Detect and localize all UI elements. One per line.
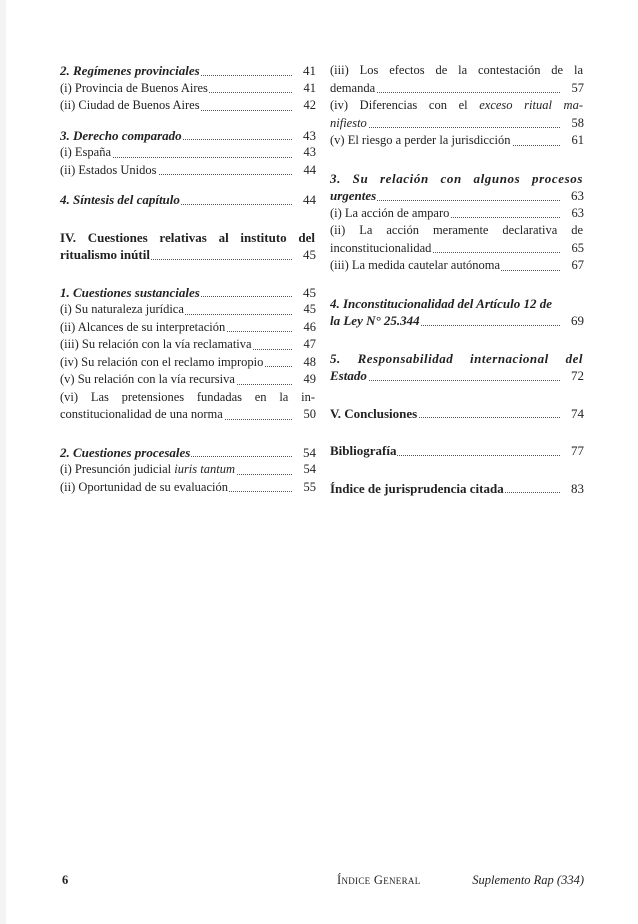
- toc-entry-title: IV. Cuestiones relativas al instituto del: [60, 229, 315, 245]
- toc-entry-title: 3. Su relación con algunos procesos: [330, 170, 583, 186]
- toc-entry-text: (v) Su relación con la vía recursiva: [60, 372, 235, 386]
- toc-entry-text: constitucionalidad de una norma: [60, 407, 223, 421]
- toc-entry-reclamo-impropio[interactable]: [60, 354, 316, 372]
- toc-entry-text: (iv) Su relación con el reclamo impropio: [60, 354, 264, 369]
- toc-page-number: 44: [303, 192, 316, 207]
- toc-entry-title: la Ley N° 25.344: [330, 313, 420, 328]
- toc-entry-efectos-contestacion-line1[interactable]: [330, 62, 584, 80]
- toc-page-number: 54: [303, 444, 316, 460]
- toc-left-column: [60, 62, 316, 496]
- toc-page-number: 42: [302, 97, 317, 115]
- page-footer: [62, 873, 584, 891]
- toc-entry-bibliografia[interactable]: [330, 442, 584, 460]
- footer-publication: Suplemento Rap (334): [472, 873, 584, 887]
- toc-entry-responsabilidad-line2[interactable]: [330, 367, 584, 385]
- toc-entry-title: V. Conclusiones: [330, 405, 418, 421]
- toc-entry-estados-unidos[interactable]: [60, 162, 316, 180]
- toc-page-number: 63: [571, 188, 584, 203]
- toc-entry-text: (i) Provincia de Buenos Aires: [60, 80, 208, 95]
- toc-entry-derecho-comparado[interactable]: [60, 127, 316, 145]
- toc-entry-procesos-urgentes-line1[interactable]: [330, 170, 584, 188]
- toc-entry-provincia-buenos-aires[interactable]: [60, 80, 316, 98]
- toc-entry-title: 5. Responsabilidad internacional del: [330, 350, 583, 366]
- toc-page-number: 46: [302, 319, 317, 337]
- toc-entry-text: (iii) Su relación con la vía reclamativa: [60, 337, 252, 351]
- toc-entry-text: [60, 462, 236, 476]
- toc-entry-cuestiones-ritualismo-line1[interactable]: [60, 229, 316, 247]
- toc-entry-text: inconstitucionalidad: [330, 240, 432, 255]
- toc-entry-procesos-urgentes-line2[interactable]: [330, 187, 584, 205]
- toc-entry-accion-amparo[interactable]: [330, 205, 584, 223]
- toc-entry-text: (i) Su naturaleza jurídica: [60, 302, 184, 316]
- toc-page-number: 69: [571, 313, 584, 328]
- toc-entry-efectos-contestacion-line2[interactable]: [330, 80, 584, 98]
- toc-page-number: 49: [302, 371, 317, 389]
- toc-page-number: 58: [570, 115, 585, 133]
- toc-entry-presuncion-judicial[interactable]: [60, 461, 316, 479]
- toc-entry-exceso-ritual-line2[interactable]: [330, 115, 584, 133]
- toc-page-number: 67: [570, 257, 585, 275]
- toc-entry-conclusiones[interactable]: [330, 405, 584, 423]
- toc-entry-inconstitucionalidad-line2[interactable]: [330, 312, 584, 330]
- toc-entry-pretensiones-line2[interactable]: [60, 406, 316, 424]
- toc-entry-title: 4. Síntesis del capítulo: [60, 192, 180, 207]
- toc-entry-title: urgentes: [330, 188, 377, 203]
- toc-entry-title: ritualismo inútil: [60, 247, 150, 262]
- toc-page-number: 57: [570, 80, 585, 98]
- toc-entry-text: (iii) Los efectos de la contestación de la: [330, 62, 584, 80]
- toc-entry-text: (ii) Estados Unidos: [60, 162, 157, 177]
- toc-entry-text: [330, 97, 584, 115]
- toc-entry-title: 1. Cuestiones sustanciales: [60, 284, 200, 300]
- toc-entry-title: 2. Regímenes provinciales: [60, 63, 200, 78]
- toc-entry-text-italic: iuris tantum: [174, 462, 235, 476]
- toc-entry-medida-cautelar[interactable]: [330, 257, 584, 275]
- toc-page-number: 61: [570, 132, 585, 150]
- toc-page-number: 48: [302, 354, 317, 372]
- toc-page-number: 63: [570, 205, 585, 223]
- toc-entry-text: (ii) Oportunidad de su evaluación: [60, 479, 229, 494]
- toc-page-number: 77: [571, 443, 584, 458]
- toc-page-number: 41: [303, 63, 316, 78]
- page-edge-shadow: [0, 0, 6, 924]
- toc-entry-title: 4. Inconstitucionalidad del Artículo 12 de: [330, 295, 584, 313]
- toc-right-column: [330, 62, 584, 497]
- toc-entry-sintesis-capitulo[interactable]: [60, 191, 316, 209]
- toc-entry-text: (i) La acción de amparo: [330, 205, 450, 220]
- toc-entry-title: Índice de jurisprudencia citada: [330, 480, 504, 496]
- toc-entry-regimenes-provinciales[interactable]: [60, 62, 316, 80]
- toc-page-number: 83: [571, 480, 584, 496]
- toc-page-number: 50: [302, 406, 317, 424]
- toc-entry-cuestiones-ritualismo-line2[interactable]: [60, 246, 316, 264]
- toc-entry-via-recursiva[interactable]: [60, 371, 316, 389]
- toc-entry-title: Bibliografía: [330, 443, 397, 458]
- toc-entry-exceso-ritual-line1[interactable]: [330, 97, 584, 115]
- toc-entry-alcances-interpretacion[interactable]: [60, 319, 316, 337]
- toc-page-number: 43: [303, 127, 316, 143]
- toc-entry-text: (vi) Las pretensiones fundadas en la in-: [60, 389, 316, 407]
- toc-entry-title: 3. Derecho comparado: [60, 127, 182, 143]
- toc-entry-cuestiones-sustanciales[interactable]: [60, 284, 316, 302]
- toc-entry-text-italic: exceso ritual ma-: [479, 98, 583, 112]
- toc-entry-text-part: (i) Presunción judicial: [60, 462, 175, 476]
- toc-entry-pretensiones-line1[interactable]: [60, 389, 316, 407]
- toc-entry-inconstitucionalidad-line1[interactable]: [330, 295, 584, 313]
- toc-entry-text: (iii) La medida cautelar autónoma: [330, 258, 501, 272]
- toc-entry-text: (i) España: [60, 145, 112, 159]
- toc-entry-text-italic: nifiesto: [330, 115, 367, 130]
- toc-page-number: 45: [303, 284, 316, 300]
- toc-entry-text: (ii) Ciudad de Buenos Aires: [60, 98, 200, 112]
- toc-entry-text: (ii) La acción meramente declarativa de: [330, 222, 584, 240]
- toc-page-number: 54: [302, 461, 317, 479]
- footer-section-title: Índice General: [337, 873, 421, 887]
- toc-entry-oportunidad-evaluacion[interactable]: [60, 479, 316, 497]
- toc-page-number: 72: [571, 368, 584, 383]
- toc-entry-title: Estado: [330, 368, 367, 383]
- toc-entry-ciudad-buenos-aires[interactable]: [60, 97, 316, 115]
- toc-entry-indice-jurisprudencia[interactable]: [330, 480, 584, 498]
- toc-page-number: 45: [302, 301, 317, 319]
- footer-page-number: 6: [62, 873, 69, 887]
- toc-entry-text: (ii) Alcances de su interpretación: [60, 319, 226, 334]
- toc-entry-accion-declarativa-line1[interactable]: [330, 222, 584, 240]
- toc-page-number: 41: [302, 80, 317, 98]
- toc-entry-naturaleza-juridica[interactable]: [60, 301, 316, 319]
- toc-entry-responsabilidad-line1[interactable]: [330, 350, 584, 368]
- toc-page-number: 74: [571, 405, 584, 421]
- toc-entry-text-part: (iv) Diferencias con el: [330, 98, 480, 112]
- toc-entry-espana[interactable]: [60, 144, 316, 162]
- toc-page-number: 43: [302, 144, 317, 162]
- toc-entry-via-reclamativa[interactable]: [60, 336, 316, 354]
- toc-entry-cuestiones-procesales[interactable]: [60, 444, 316, 462]
- toc-entry-title: 2. Cuestiones procesales: [60, 444, 191, 460]
- toc-entry-accion-declarativa-line2[interactable]: [330, 240, 584, 258]
- toc-page-number: 45: [303, 247, 316, 262]
- toc-page-number: 47: [302, 336, 317, 354]
- toc-page-number: 44: [302, 162, 317, 180]
- toc-page-number: 55: [302, 479, 317, 497]
- toc-entry-text: (v) El riesgo a perder la jurisdicción: [330, 133, 511, 147]
- toc-entry-text: demanda: [330, 80, 376, 95]
- toc-entry-riesgo-jurisdiccion[interactable]: [330, 132, 584, 150]
- toc-page-number: 65: [570, 240, 585, 258]
